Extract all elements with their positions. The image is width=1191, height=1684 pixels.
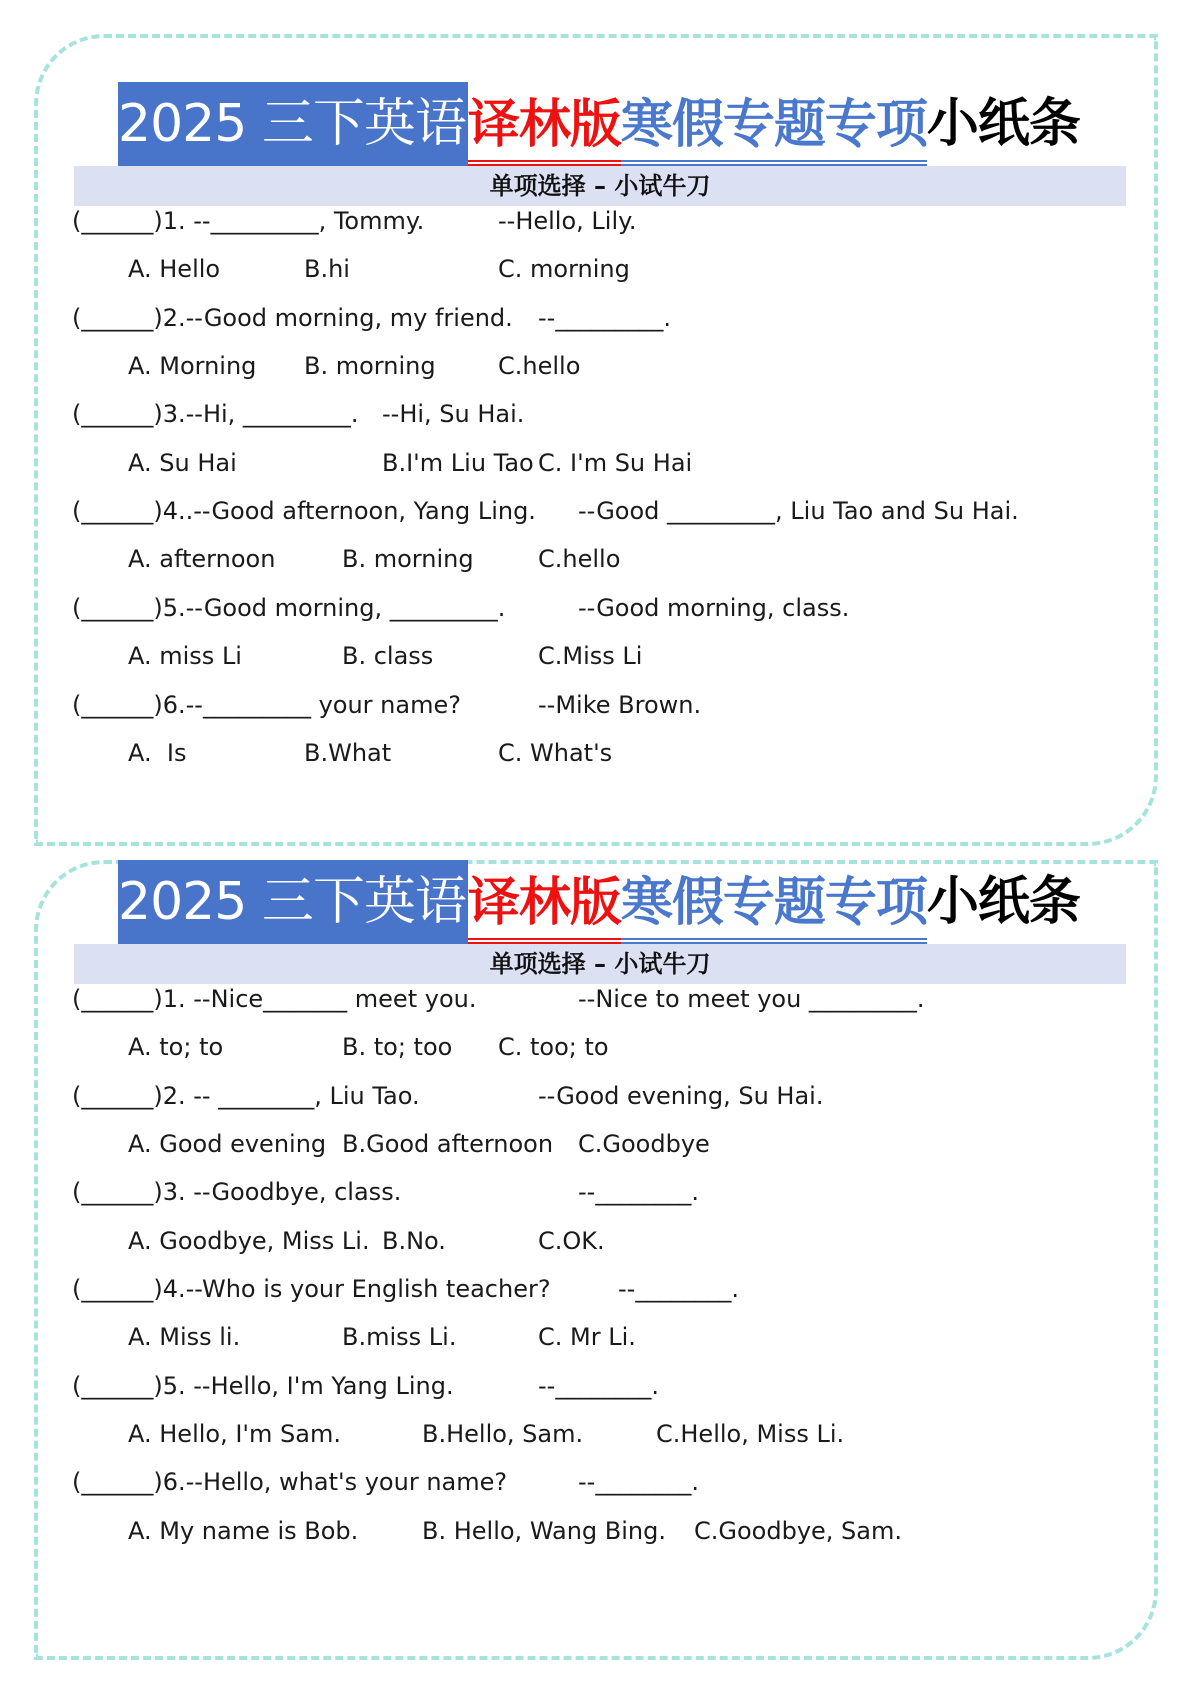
card-title [118,860,1080,944]
option-c: C. too; to [498,1033,609,1061]
question-stem: (______)6.--Hello, what's your name? [72,1468,508,1496]
question-reply: --Mike Brown. [538,691,702,719]
question-reply: --Hello, Lily. [498,207,637,235]
option-b: B.No. [382,1227,446,1255]
question-reply: --Good _________, Liu Tao and Su Hai. [578,497,1019,525]
option-b: B. Hello, Wang Bing. [422,1517,666,1545]
option-b: B.What [304,739,392,767]
question-stem: (______)2.--Good morning, my friend. [72,304,513,332]
option-b: B.miss Li. [342,1323,457,1351]
option-a: A. Su Hai [128,449,237,477]
option-b: B.I'm Liu Tao [382,449,534,477]
option-c: C.Goodbye [578,1130,710,1158]
title-year-grade: 2025 三下英语 [118,860,468,944]
question-stem: (______)4.--Who is your English teacher? [72,1275,551,1303]
card-title [118,82,1080,166]
option-b: B.Good afternoon [342,1130,554,1158]
option-c: C.hello [498,352,581,380]
title-suffix: 小纸条 [926,872,1080,932]
question-reply: --Hi, Su Hai. [382,400,525,428]
section-header: 单项选择 – 小试牛刀 [489,172,711,200]
section-header-bar [74,166,1126,206]
question-reply: --_________. [538,304,671,332]
question-reply: --________. [538,1372,659,1400]
question-stem: (______)3. --Goodbye, class. [72,1178,402,1206]
question-stem: (______)3.--Hi, _________. [72,400,359,428]
option-a: A. to; to [128,1033,224,1061]
option-c: C.OK. [538,1227,605,1255]
option-b: B. morning [342,545,474,573]
option-a: A. Morning [128,352,257,380]
option-a: A. Miss li. [128,1323,241,1351]
question-stem: (______)1. --_________, Tommy. [72,207,425,235]
title-topic: 寒假专题专项 [621,868,927,944]
question-stem: (______)4..--Good afternoon, Yang Ling. [72,497,536,525]
question-stem: (______)2. -- ________, Liu Tao. [72,1082,420,1110]
question-stem: (______)5. --Hello, I'm Yang Ling. [72,1372,454,1400]
option-c: C.Hello, Miss Li. [656,1420,845,1448]
option-a: A. Is [128,739,187,767]
option-b: B.Hello, Sam. [422,1420,584,1448]
option-c: C.Miss Li [538,642,643,670]
option-a: A. My name is Bob. [128,1517,359,1545]
section-header-bar [74,944,1126,984]
question-reply: --Good evening, Su Hai. [538,1082,824,1110]
question-reply: --________. [578,1178,699,1206]
worksheet-card-2 [34,860,1158,1660]
question-stem: (______)1. --Nice_______ meet you. [72,985,477,1013]
option-a: A. afternoon [128,545,276,573]
option-b: B. to; too [342,1033,453,1061]
option-a: A. miss Li [128,642,242,670]
worksheet-card-1 [34,34,1158,846]
question-reply: --Nice to meet you _________. [578,985,925,1013]
title-topic: 寒假专题专项 [621,90,927,166]
option-a: A. Hello [128,255,221,283]
option-c: C. What's [498,739,613,767]
option-a: A. Good evening [128,1130,327,1158]
option-c: C. I'm Su Hai [538,449,693,477]
option-a: A. Hello, I'm Sam. [128,1420,341,1448]
option-c: C. morning [498,255,630,283]
title-suffix: 小纸条 [926,94,1080,154]
option-b: B. class [342,642,434,670]
title-edition: 译林版 [468,868,621,944]
title-year-grade: 2025 三下英语 [118,82,468,166]
option-c: C. Mr Li. [538,1323,636,1351]
option-c: C.Goodbye, Sam. [694,1517,902,1545]
question-reply: --Good morning, class. [578,594,850,622]
option-a: A. Goodbye, Miss Li. [128,1227,370,1255]
option-b: B.hi [304,255,350,283]
option-c: C.hello [538,545,621,573]
question-stem: (______)5.--Good morning, _________. [72,594,506,622]
question-stem: (______)6.--_________ your name? [72,691,461,719]
title-edition: 译林版 [468,90,621,166]
question-reply: --________. [578,1468,699,1496]
question-reply: --________. [618,1275,739,1303]
option-b: B. morning [304,352,436,380]
section-header: 单项选择 – 小试牛刀 [489,950,711,978]
